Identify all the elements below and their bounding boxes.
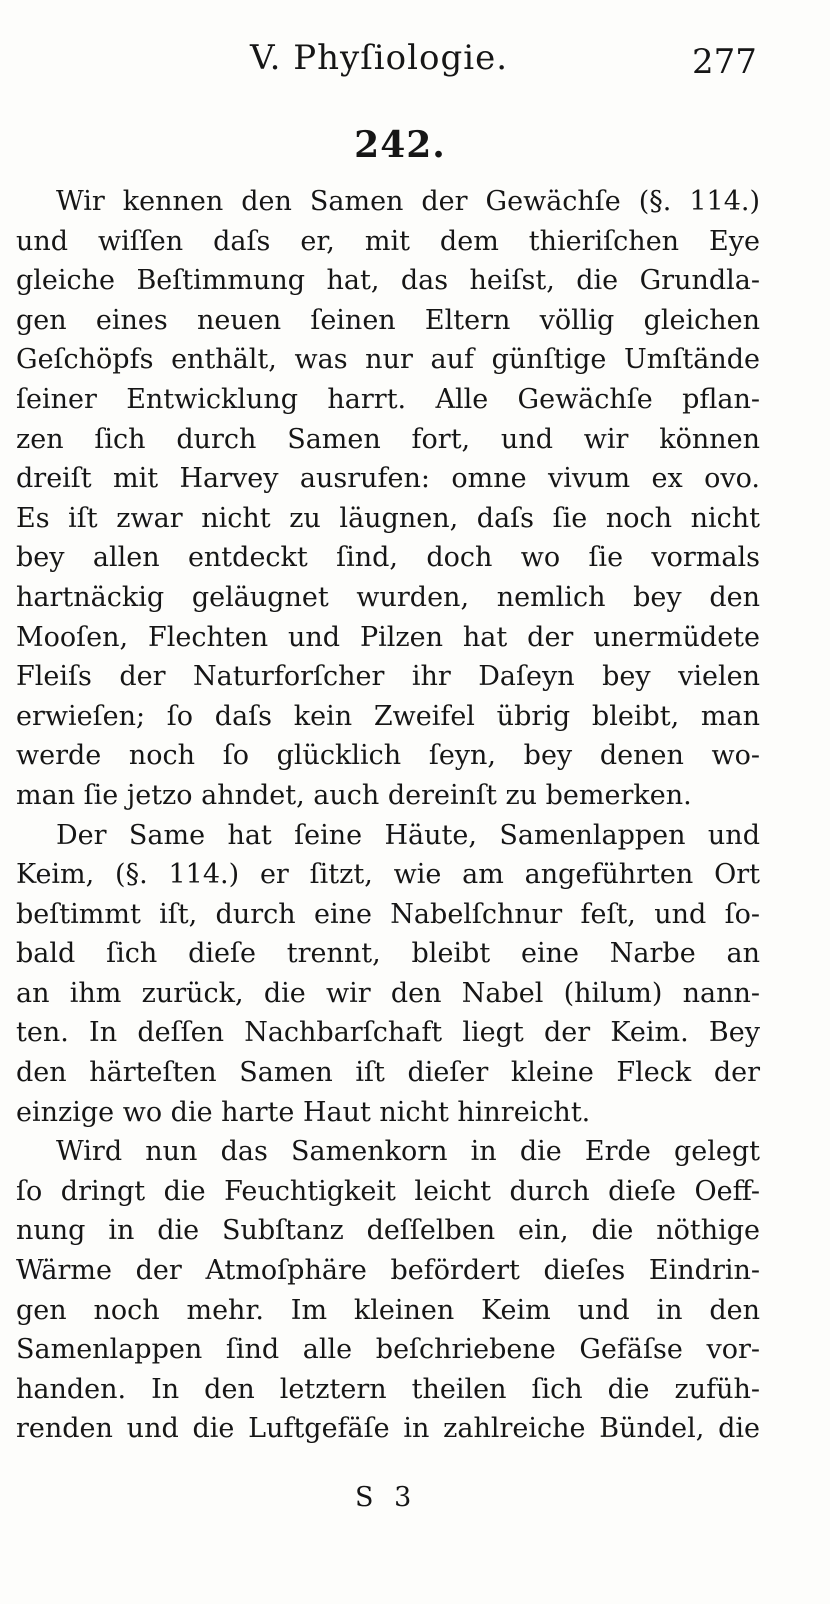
- text-line: dreiſt mit Harvey ausrufen: omne vivum ex ovo.: [16, 463, 760, 495]
- text-line: bey allen entdeckt ſind, doch wo ſie vormals: [16, 542, 760, 574]
- text-line: und wiſſen daſs er, mit dem thieriſchen Eye: [16, 225, 760, 257]
- text-line: bald ſich dieſe trennt, bleibt eine Narbe an: [16, 938, 760, 970]
- text-line: renden und die Luftgefäſe in zahlreiche Bündel, die: [16, 1413, 760, 1445]
- text-line: Wird nun das Samenkorn in die Erde gelegt: [56, 1136, 760, 1168]
- text-line: werde noch ſo glücklich ſeyn, bey denen wo-: [16, 740, 760, 772]
- text-line: beſtimmt iſt, durch eine Nabelſchnur feſt, und ſo-: [16, 898, 760, 930]
- text-line: gen eines neuen ſeinen Eltern völlig gleichen: [16, 304, 760, 336]
- text-line: Fleiſs der Naturforſcher ihr Daſeyn bey vielen: [16, 661, 760, 693]
- section-number: 242.: [354, 124, 446, 166]
- text-line: den härteſten Samen iſt dieſer kleine Fleck der: [16, 1057, 760, 1089]
- text-line: Geſchöpfs enthält, was nur auf günſtige Umſtände: [16, 344, 760, 376]
- text-line: Wärme der Atmoſphäre befördert dieſes Eindrin-: [16, 1255, 760, 1287]
- text-line: erwieſen; ſo daſs kein Zweifel übrig bleibt, man: [16, 700, 760, 732]
- signature-mark: S 3: [355, 1482, 418, 1513]
- text-line: Samenlappen ſind alle beſchriebene Gefäſse vor-: [16, 1334, 760, 1366]
- body-text: [16, 182, 760, 1449]
- text-line: handen. In den letztern theilen ſich die zufüh-: [16, 1373, 760, 1405]
- text-line: ſeiner Entwicklung harrt. Alle Gewächſe pflan-: [16, 383, 760, 415]
- text-line: ſo dringt die Feuchtigkeit leicht durch dieſe Oeff-: [16, 1175, 760, 1207]
- running-head-title: V. Phyſiologie.: [250, 38, 509, 78]
- text-line: Es iſt zwar nicht zu läugnen, daſs ſie noch nicht: [16, 502, 760, 534]
- running-head: [0, 38, 830, 88]
- text-line: ten. In deſſen Nachbarſchaft liegt der Keim. Bey: [16, 1017, 760, 1049]
- text-line: zen ſich durch Samen fort, und wir können: [16, 423, 760, 455]
- text-line: Keim, (§. 114.) er ſitzt, wie am angeführten Ort: [16, 859, 760, 891]
- page-number: 277: [692, 42, 757, 82]
- text-line: Mooſen, Flechten und Pilzen hat der unermüdete: [16, 621, 760, 653]
- text-line: gen noch mehr. Im kleinen Keim und in den: [16, 1294, 760, 1326]
- text-line: an ihm zurück, die wir den Nabel (hilum) nann-: [16, 977, 760, 1009]
- text-line: gleiche Beſtimmung hat, das heiſst, die Grundla-: [16, 265, 760, 297]
- text-line: nung in die Subſtanz deſſelben ein, die nöthige: [16, 1215, 760, 1247]
- text-line: Der Same hat ſeine Häute, Samenlappen und: [56, 819, 760, 851]
- text-line: Wir kennen den Samen der Gewächſe (§. 114.): [56, 186, 760, 217]
- text-line: man ſie jetzo ahndet, auch dereinſt zu bemerken.: [16, 779, 692, 811]
- text-line: hartnäckig geläugnet wurden, nemlich bey den: [16, 581, 760, 613]
- text-line: einzige wo die harte Haut nicht hinreicht.: [16, 1096, 591, 1128]
